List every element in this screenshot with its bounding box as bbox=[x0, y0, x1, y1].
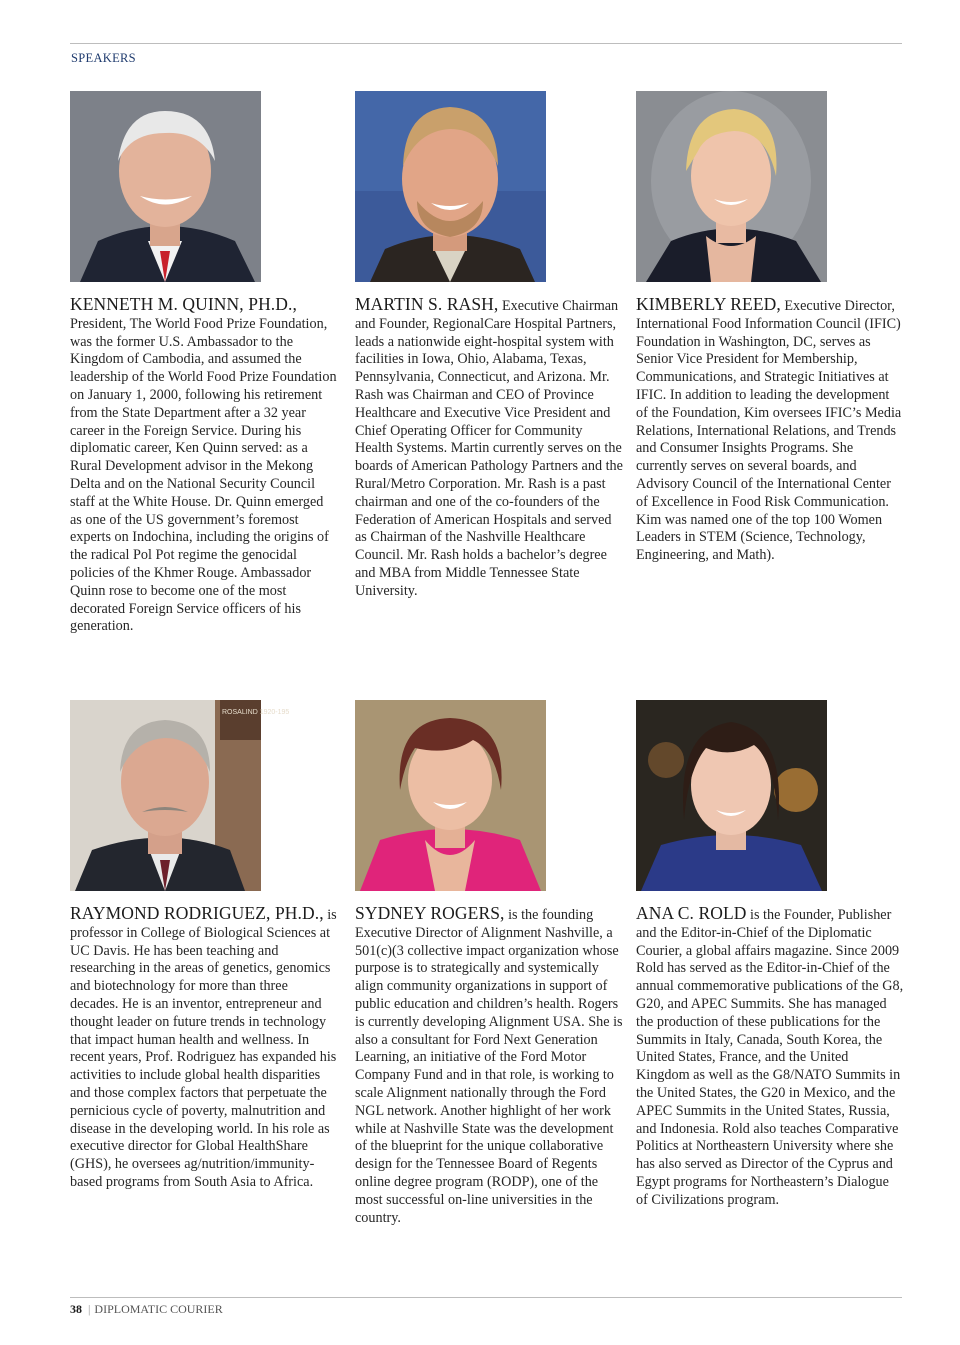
speaker-card bbox=[636, 700, 904, 1210]
speaker-name: SYDNEY ROGERS, bbox=[355, 903, 505, 923]
section-label: SPEAKERS bbox=[71, 51, 136, 65]
speaker-photo bbox=[355, 700, 546, 891]
bottom-rule bbox=[70, 1297, 902, 1298]
speaker-card bbox=[636, 91, 904, 565]
speaker-bio: Executive Director, International Food Information Council (IFIC) Foundation in Washington, DC, serves as Senior Vice President for Membership, Communications, and Strategic Initiatives at IFIC. In addition to leading the development of the Foundation, Kim oversees IFIC’s Media Relations, International Relations, and Trends and Consumer Insights Programs. She currently serves on several boards, and Advisory Council of the International Center of Excellence in Food Risk Communication. Kim was named one of the top 100 Women Leaders in STEM (Science, Technology, Engineering, and Math). bbox=[636, 298, 902, 564]
speaker-name: KIMBERLY REED, bbox=[636, 294, 781, 314]
speaker-bio: Executive Chairman and Founder, RegionalCare Hospital Partners, leads a nationwide eight-hospital system with facilities in Iowa, Ohio, Alabama, Texas, Pennsylvania, Connecticut, and Arizona. Mr. Rash was Chairman and CEO of Province Healthcare and Executive Vice President and Chief Operating Officer for Community Health Systems. Martin currently serves on the boards of American Pathology Partners and the Rural/Metro Corporation. Mr. Rash is a past chairman and one of the co-founders of the Federation of American Hospitals and served as Chairman of the Nashville Healthcare Council. Mr. Rash holds a bachelor’s degree and MBA from Middle Tennessee State University. bbox=[355, 298, 623, 599]
speaker-photo bbox=[70, 91, 261, 282]
speaker-bio: is the Founder, Publisher and the Editor-in-Chief of the Diplomatic Courier, a global affairs magazine. Since 2009 Rold has served as the Editor-in-Chief of the annual commemorative publications of the G8, G20, and APEC Summits. She has managed the production of these publications for the Summits in Italy, Canada, South Korea, the United States, France, and the United Kingdom as well as the G8/NATO Summits in the United States, the G20 in Mexico, and the APEC Summits in the United States, Russia, and Indonesia. Rold also teaches Comparative Politics at Northeastern University where she has also served as Director of the Cyprus and Egypt programs for Northeastern’s Dialogue of Civilizations program. bbox=[636, 907, 904, 1208]
speaker-photo bbox=[70, 700, 290, 891]
speaker-name: ANA C. ROLD bbox=[636, 903, 747, 923]
speaker-photo bbox=[636, 700, 827, 891]
speaker-photo bbox=[355, 91, 546, 282]
speaker-bio: is professor in College of Biological Sciences at UC Davis. He has been teaching and researching in the areas of genetics, genomics and biotechnology for more than three decades. He is an inventor, entrepreneur and thought leader on future trends in technology that impact human health and wellness. In recent years, Prof. Rodriguez has expanded his activities to include global health disparities and those complex factors that perpetuate the pernicious cycle of poverty, malnutrition and disease in the developing world. In his role as executive director for Global HealthShare (GHS), he oversees ag/nutrition/immunity-based programs from South Asia to Africa. bbox=[70, 907, 337, 1190]
page-footer bbox=[70, 1302, 223, 1317]
speaker-photo bbox=[636, 91, 827, 282]
photo-overlay-text: ROSALIND 1920-195 bbox=[222, 709, 290, 716]
speaker-card bbox=[70, 91, 338, 636]
speaker-name: RAYMOND RODRIGUEZ, PH.D., bbox=[70, 903, 324, 923]
speaker-card bbox=[355, 91, 623, 601]
speaker-name: MARTIN S. RASH, bbox=[355, 294, 499, 314]
speaker-bio: President, The World Food Prize Foundation, was the former U.S. Ambassador to the Kingdom of Cambodia, and assumed the leadership of the World Food Prize Foundation on January 1, 2000, following his retirement from the State Department after a 32 year career in the Foreign Service. During his diplomatic career, Ken Quinn served: as a Rural Development advisor in the Mekong Delta and on the National Security Council staff at the White House. Dr. Quinn emerged as one of the US government’s foremost experts on Indochina, including the origins of the radical Pol Pot regime the genocidal policies of the Khmer Rouge. Ambassador Quinn rose to become one of the most decorated Foreign Service officers of his generation. bbox=[70, 315, 337, 635]
speaker-card bbox=[355, 700, 623, 1227]
page-number: 38 bbox=[70, 1302, 82, 1316]
speaker-bio: is the founding Executive Director of Alignment Nashville, a 501(c)(3 collective impact organization whose purpose is to strategically and systemically align community organizations in support of public education and children’s health. Rogers is currently developing Alignment USA. She is also a consultant for Ford Next Generation Learning, an initiative of the Ford Motor Company Fund and in that role, is working to scale Alignment nationally through the Ford NGL network. Another highlight of her work while at Nashville State was the development of the blueprint for the unique collaborative design for the Tennessee Board of Regents online degree program (RODP), one of the most successful on-line universities in the country. bbox=[355, 907, 623, 1226]
speaker-card bbox=[70, 700, 338, 1192]
top-rule bbox=[70, 43, 902, 44]
speaker-name: KENNETH M. QUINN, PH.D., bbox=[70, 294, 297, 314]
publication-name: DIPLOMATIC COURIER bbox=[94, 1302, 223, 1316]
footer-separator: | bbox=[88, 1302, 91, 1316]
